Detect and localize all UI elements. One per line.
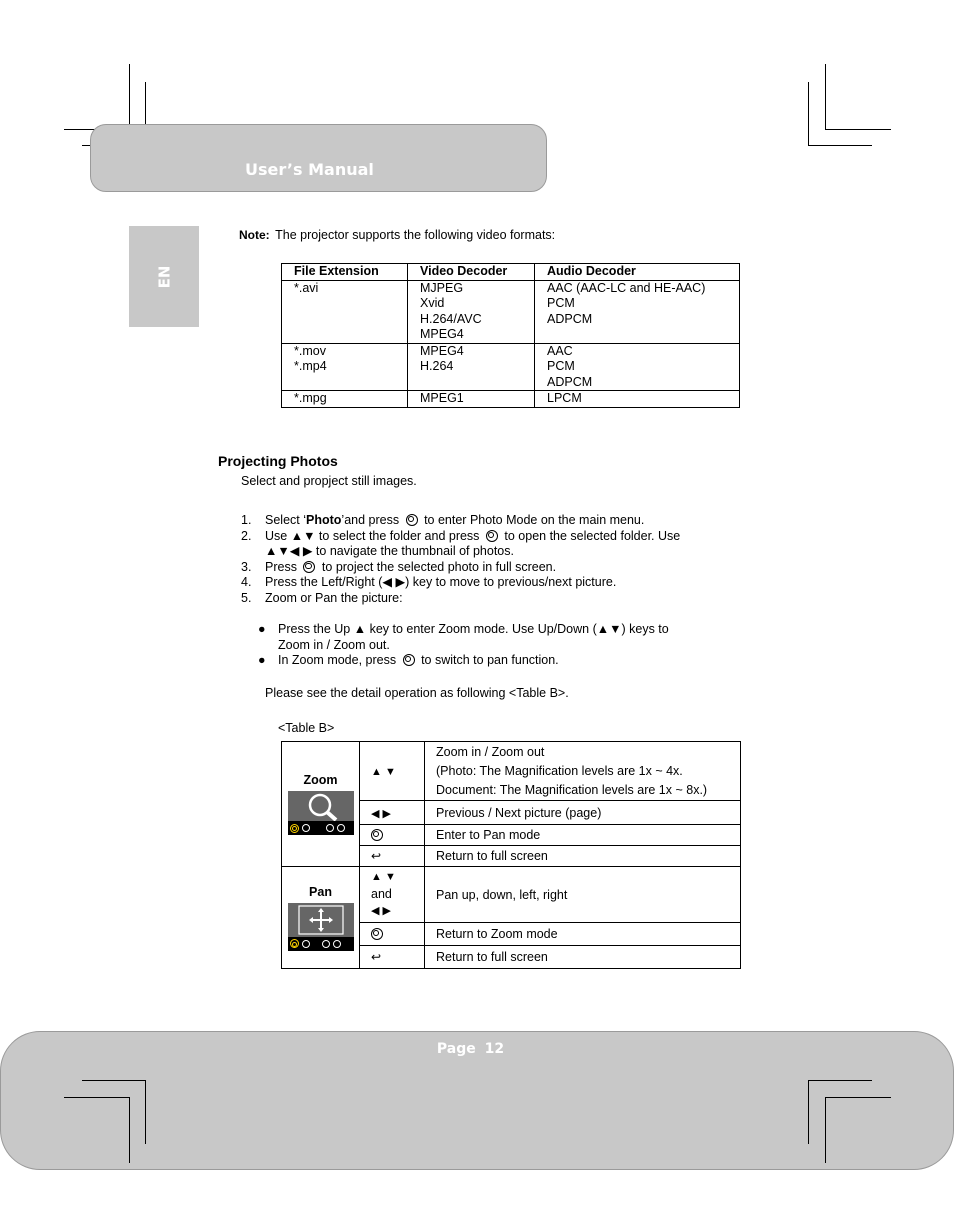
cell-line: MPEG4 <box>420 327 464 341</box>
cell-line: PCM <box>547 296 575 310</box>
note-label: Note: <box>239 228 270 242</box>
column-header: File Extension <box>282 264 408 281</box>
ok-button-icon <box>406 514 418 526</box>
cell-line: ADPCM <box>547 374 593 389</box>
desc-cell <box>425 923 741 946</box>
list-item <box>241 529 680 545</box>
dpad-icon <box>326 824 334 832</box>
list-item <box>241 560 680 576</box>
table-cell <box>408 343 535 391</box>
bullet-dot-icon: ● <box>258 622 266 636</box>
video-formats-table <box>281 263 740 408</box>
list-item <box>241 575 680 591</box>
step-text: to open the selected folder. Use <box>504 528 681 543</box>
table-cell <box>282 391 408 408</box>
magnifier-icon <box>288 791 354 821</box>
crop-mark <box>808 82 809 146</box>
key-cell <box>360 946 425 969</box>
step-text: Zoom or Pan the picture: <box>265 590 403 605</box>
section-title: Projecting Photos <box>218 453 338 469</box>
ok-highlight-icon <box>290 939 299 948</box>
step-bold-text: Photo <box>306 513 342 527</box>
list-item-continuation <box>241 544 680 560</box>
bullet-text: Press the Up ▲ key to enter Zoom mode. Use Up/Down (▲▼) keys to <box>278 622 669 636</box>
step-text: to enter Photo Mode on the main menu. <box>424 513 645 527</box>
desc-line: (Photo: The Magnification levels are 1x ~ 4x. <box>436 763 683 778</box>
key-cell <box>360 923 425 946</box>
desc-line: Zoom in / Zoom out <box>436 744 545 759</box>
zoom-label: Zoom <box>303 773 338 787</box>
dpad-icon <box>302 824 310 832</box>
table-b-caption: <Table B> <box>278 721 335 735</box>
crop-mark <box>129 1097 130 1163</box>
pan-label-cell <box>282 867 360 969</box>
page-number: Page 12 <box>436 1041 505 1057</box>
zoom-small-icon <box>337 824 345 832</box>
pan-arrows-icon <box>288 903 354 937</box>
bullet-item <box>258 653 559 669</box>
key-cell <box>360 825 425 846</box>
left-right-arrows-icon: ◀ ▶ <box>371 807 391 820</box>
table-cell <box>408 280 535 343</box>
key-and-text: and <box>371 887 392 901</box>
crop-mark <box>825 64 826 130</box>
desc-line: Document: The Magnification levels are 1x ~ 8x.) <box>436 782 708 797</box>
column-header: Audio Decoder <box>535 264 740 281</box>
pan-hint-strip <box>288 937 354 951</box>
desc-cell <box>425 825 741 846</box>
table-cell <box>535 343 740 391</box>
desc-cell <box>425 846 741 867</box>
cell-line: H.264/AVC <box>420 311 482 326</box>
table-row <box>282 343 740 391</box>
ok-button-icon <box>486 530 498 542</box>
list-item <box>241 513 680 529</box>
crop-mark <box>808 1080 809 1144</box>
step-text: Press the Left/Right (◀ ▶) key to move to previous/next picture. <box>265 575 617 589</box>
bullet-dot-icon: ● <box>258 653 266 667</box>
crop-mark <box>64 1097 130 1098</box>
desc-cell <box>425 867 741 923</box>
cell-line: *.mpg <box>294 391 327 405</box>
crop-mark <box>825 129 891 130</box>
ok-button-icon <box>303 561 315 573</box>
bullet-text: Zoom in / Zoom out. <box>278 637 390 652</box>
note-text: The projector supports the following video formats: <box>275 228 556 242</box>
table-b <box>281 741 741 969</box>
step-text: to project the selected photo in full screen. <box>321 559 557 574</box>
header-bar <box>90 124 547 192</box>
key-cell <box>360 742 425 801</box>
crop-mark <box>82 1080 146 1081</box>
left-right-arrows-icon: ◀ ▶ <box>371 905 391 917</box>
step-number: 1. <box>241 513 252 527</box>
desc-line: Enter to Pan mode <box>436 828 541 842</box>
steps-list <box>241 513 680 606</box>
key-cell <box>360 867 425 923</box>
cell-line: H.264 <box>420 359 454 373</box>
bullet-text: to switch to pan function. <box>421 653 559 667</box>
step-text: ▲▼◀ ▶ to navigate the thumbnail of photos. <box>265 544 514 558</box>
step-text: Use ▲▼ to select the folder and press <box>265 528 480 543</box>
table-row <box>282 742 741 801</box>
desc-line: Previous / Next picture (page) <box>436 805 602 820</box>
step-text: Press <box>265 559 297 574</box>
cell-line: LPCM <box>547 391 582 405</box>
language-tab-label-box <box>129 226 199 327</box>
desc-cell <box>425 946 741 969</box>
see-detail-text: Please see the detail operation as following <Table B>. <box>265 686 569 700</box>
pan-mode-image <box>288 903 354 951</box>
note <box>239 228 555 244</box>
desc-cell <box>425 801 741 825</box>
crop-mark <box>808 145 872 146</box>
table-cell <box>282 280 408 343</box>
table-row <box>282 867 741 923</box>
back-icon: ↩ <box>371 849 382 863</box>
desc-line: Return to full screen <box>436 950 548 964</box>
cell-line: *.avi <box>294 280 319 295</box>
desc-line: Return to full screen <box>436 849 548 863</box>
cell-line: AAC <box>547 343 573 358</box>
header-title: User’s Manual <box>245 160 374 179</box>
zoom-mode-image <box>288 791 354 835</box>
table-row <box>282 280 740 343</box>
desc-cell <box>425 742 741 801</box>
section-intro: Select and propject still images. <box>241 474 417 488</box>
cell-line: MPEG4 <box>420 343 464 358</box>
bullet-text: In Zoom mode, press <box>278 653 397 667</box>
cell-line: ADPCM <box>547 311 593 326</box>
ok-button-icon <box>371 829 383 841</box>
table-row <box>282 391 740 408</box>
dpad-icon <box>322 940 330 948</box>
step-number: 4. <box>241 575 252 589</box>
column-header: Video Decoder <box>408 264 535 281</box>
back-icon: ↩ <box>371 950 382 964</box>
pan-small-icon <box>333 940 341 948</box>
zoom-small-icon <box>302 940 310 948</box>
cell-line: *.mp4 <box>294 359 327 373</box>
table-cell <box>282 343 408 391</box>
crop-mark <box>825 1097 891 1098</box>
ok-button-icon <box>403 654 415 666</box>
zoom-label-cell <box>282 742 360 867</box>
key-cell <box>360 801 425 825</box>
up-down-arrows-icon: ▲ ▼ <box>371 766 396 778</box>
step-text: Select ‘ <box>265 513 306 527</box>
pan-label: Pan <box>309 884 332 899</box>
table-cell <box>408 391 535 408</box>
crop-mark <box>825 1097 826 1163</box>
table-header-row <box>282 264 740 281</box>
cell-line: PCM <box>547 359 575 373</box>
list-item <box>241 591 680 607</box>
cell-line: Xvid <box>420 296 445 310</box>
ok-highlight-icon <box>290 824 299 833</box>
bullet-item <box>258 622 669 653</box>
step-number: 3. <box>241 559 252 574</box>
key-cell <box>360 846 425 867</box>
desc-line: Pan up, down, left, right <box>436 887 568 902</box>
step-number: 2. <box>241 528 252 543</box>
zoom-hint-strip <box>288 821 354 835</box>
cell-line: *.mov <box>294 343 326 358</box>
table-cell <box>535 280 740 343</box>
crop-mark <box>145 1080 146 1144</box>
language-tab-label: EN <box>155 265 173 288</box>
cell-line: AAC (AAC-LC and HE-AAC) <box>547 280 706 295</box>
up-down-arrows-icon: ▲ ▼ <box>371 871 396 883</box>
cell-line: MPEG1 <box>420 391 464 405</box>
cell-line: MJPEG <box>420 280 464 295</box>
crop-mark <box>808 1080 872 1081</box>
step-number: 5. <box>241 590 252 605</box>
desc-line: Return to Zoom mode <box>436 927 558 941</box>
table-cell <box>535 391 740 408</box>
step-text: ’and press <box>341 513 400 527</box>
ok-button-icon <box>371 928 383 940</box>
